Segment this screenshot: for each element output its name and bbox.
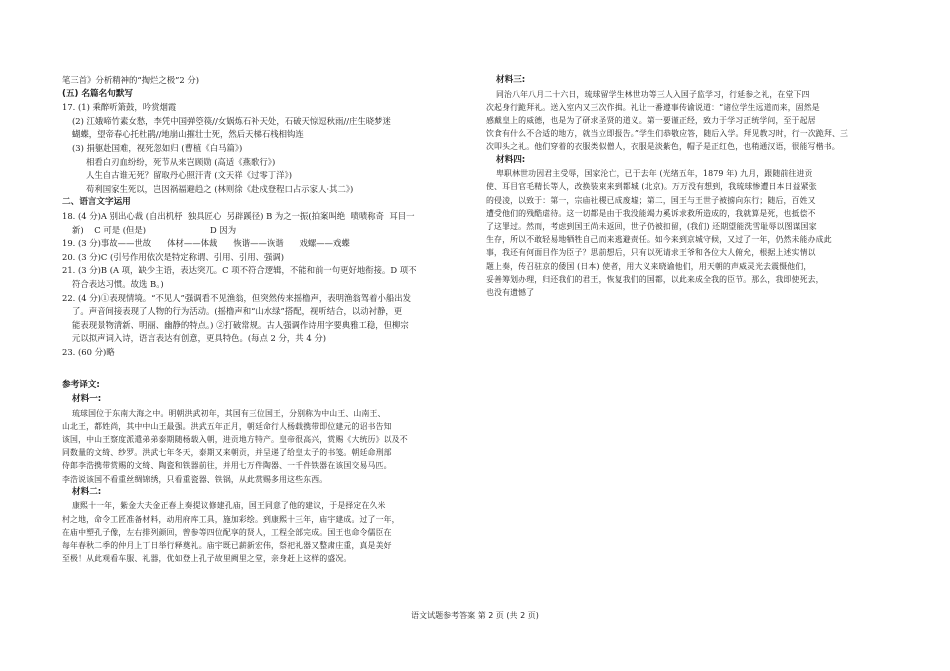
translation-heading: 参考译文: [62, 380, 100, 391]
material-2-line: 在庙中塑孔子像，左右排列颜回，曾参等四位配享的贤人，工程全部完成。国王也命令儒臣在 [62, 527, 392, 537]
material-1-line: 山北王，都姓尚，其中中山王最强。洪武五年正月，朝廷命行人杨载携带即位建元的诏书告知 [62, 421, 392, 431]
material-1-line: 琉球国位于东南大海之中。明朝洪武初年，其国有三位国王，分别称为中山王、山南王、 [72, 408, 386, 418]
answer-line: 19. (3 分)事故——世故 体材——体裁 恢谐——诙谐 戏螺——戏蝶 [62, 238, 350, 249]
material-1-line: 侍郎李浩携带赏赐的文绮、陶瓷和铁器前往，并用七万件陶器、一千件铁器在该国交易马匹。 [62, 461, 392, 471]
spacer [62, 359, 480, 379]
answer-line: 能表现景物清新、明丽、幽静的特点。) ②打破常规。古人强调作诗用字要典雅工稳，但柳宗 [72, 319, 409, 330]
material-2-line: 每年春秋二季的仲月上丁日举行释奠礼。庙宇既已薪新宏伟，祭祀礼器又整肃庄重，真是美好 [62, 541, 392, 551]
material-1-heading: 材料一: [72, 394, 102, 405]
q17-line: 相看白刃血纷纷，死节从来岂顾勋 (高适《燕歌行》) [86, 156, 276, 167]
answer-line: 元以拟声词入诗，语言表达有创意，更具特色。(每点 2 分，共 4 分) [72, 333, 326, 344]
material-3-line: 饮食有什么不合适的地方，就当立即报告。”学生们恭敬应答，随后入学。拜见教习时，行一次跪拜、三 [486, 129, 849, 139]
material-4-line: 了这罪过。然而，考虑到国王尚未返回，世子仍被扣留，(我们) 还期望能洗雪耻辱以图谋国家 [486, 222, 817, 232]
material-3-line: 次起身行跪拜礼。送入室内又三次作揖。礼让一番遵事传谕说道：“诸位学生远道而来，固然是 [486, 102, 820, 112]
material-4-heading: 材料四: [496, 154, 526, 165]
material-3-line: 同治八年八月二十六日，琉球留学生林世功等三人入国子监学习，行延参之礼，在堂下四 [496, 89, 810, 99]
material-4-line: 也没有遗憾了 [486, 288, 535, 298]
material-4-line: 题上奏，传召驻京的倭国 (日本) 使者，用大义来晓谕他们，用天朝的声威灵光去震慑他们， [486, 261, 812, 271]
material-2-line: 至极！从此观看车服、礼器，优如登上孔子故里阙里之堂，亲身赶上这样的盛况。 [62, 554, 352, 564]
answer-line: 21. (3 分)B (A 项，缺少主语，表达突兀。C 项不符合逻辑，不能和前一句更好地衔接。D 项不 [62, 265, 417, 276]
q17-line: 蝴蝶，望帝春心托杜鹃//地崩山摧壮士死，然后天梯石栈相钩连 [72, 129, 304, 140]
material-1-line: 李浩说该国不看重丝绸锦绣，只看重瓷器、铁锅，从此赏赐多用这些东西。 [62, 474, 328, 484]
material-2-heading: 材料二: [72, 486, 102, 497]
answer-line: 23. (60 分)略 [62, 346, 115, 357]
q17-line: 人生自古谁无死？留取丹心照汗青 (文天祥《过零丁洋》) [86, 170, 293, 181]
answer-line: 22. (4 分)①表现情境。“不见人”强调看不见渔翁，但突然传来摇橹声，表明渔翁驾着小船出发 [62, 292, 411, 303]
material-4-line: 使、耳目官毛精长等人，改换装束来到都城 (北京)。万万没有想到，我琉球惨遭日本日益紧张 [486, 182, 817, 192]
material-3-line: 感戴皇上的威德，也是为了研求圣贤的道义。第一要谨正经，致力于学习正统学问，至于起居 [486, 116, 816, 125]
material-4-line: 事，我还有何面目作为臣子？思前想后，只有以死请求王爷和各位大人俯允，根据上述实情以 [486, 248, 816, 258]
page-footer: 语文试题参考答案 第 2 页 (共 2 页) [411, 611, 539, 620]
material-4-line: 妥善筹划办理，归还我们的君王，恢复我们的国都，以此来成全我的臣节。那么，我即使死去， [486, 274, 824, 284]
answer-line: 了。声音间接表现了人物的行为活动。(摇橹声和“山水绿”搭配，视听结合，以动衬静，更 [72, 306, 403, 317]
material-2-line: 村之地，命令工匠准备材料，动用府库工具，施加彩绘。到康熙十三年，庙宇建成。过了一年， [62, 514, 400, 524]
material-2-line: 康熙十一年，紫金大夫金正春上奏提议修建孔庙，国王同意了他的建议，于是择定在久米 [72, 501, 386, 511]
answer-line: 新) C 可是 (但是) D 因为 [72, 224, 237, 235]
material-4-line: 的侵凌，以致于：第一，宗庙社稷已成废墟；第二，国王与王世子被掳向东行；随后，百姓又 [486, 195, 816, 205]
material-3-line: 次叩头之礼。他们穿着的衣服类似僧人，衣服是淡紫色，帽子是正红色，也稍通汉语，很能写楷书。 [486, 142, 840, 152]
answer-line: 20. (3 分)C (引号作用依次是特定称谓、引用、引用、强调) [62, 251, 284, 262]
q17-line: 苟利国家生死以，岂因祸福避趋之 (林则徐《赴戍登程口占示家人·其二》) [86, 183, 354, 194]
q17-line: (3) 捐躯赴国难，视死忽如归 (曹植《白马篇》) [72, 142, 243, 153]
answer-line: 笔三首》分析精神的“掏烂之极”2 分) [62, 75, 200, 85]
section-heading-2: 二、语言文字运用 [62, 197, 131, 208]
material-3-heading: 材料三: [496, 75, 526, 85]
answer-line: 符合表达习惯。故选 B。) [72, 278, 164, 289]
material-4-line: 生存，所以不敢轻易地牺牲自己而来逃避责任。如今来到京城守候，又过了一年，仍然未能办成此 [486, 235, 832, 245]
material-1-line: 该国，中山王察度派遣弟弟泰期随杨载入朝，进贡地方特产。皇帝很高兴，赏赐《大统历》以及不 [62, 435, 408, 445]
q17-line: 17. (1) 乘醉听箫鼓，吟赏烟霞 [62, 102, 177, 113]
right-column [486, 74, 890, 299]
answer-line: 18. (4 分)A 别出心裁 (自出机杼 独具匠心 另辟蹊径) B 为之一振(拍案叫绝 啧啧称奇 耳目一 [62, 210, 415, 221]
left-column [62, 74, 480, 565]
material-4-line: 遭受他们的残酷虐待。这一切都是由于我没能竭力奚诉求救所造成的，我就算是死，也抵偿不 [486, 208, 816, 218]
q17-line: (2) 江娥啼竹素女愁，李凭中国弹箜篌//女娲炼石补天处，石破天惊逗秋雨//庄生晓梦迷 [72, 115, 391, 126]
section-heading-5: (五) 名篇名句默写 [62, 88, 134, 99]
material-4-line: 卑职林世功因君主受辱，国家沦亡，已于去年 (光绪五年，1879 年) 九月，跟随前往进贡 [496, 169, 813, 179]
material-1-line: 同数量的文绮、纱罗。洪武七年冬天，泰期又来朝贡，并呈递了给皇太子的书笺。朝廷命刑部 [62, 448, 392, 458]
